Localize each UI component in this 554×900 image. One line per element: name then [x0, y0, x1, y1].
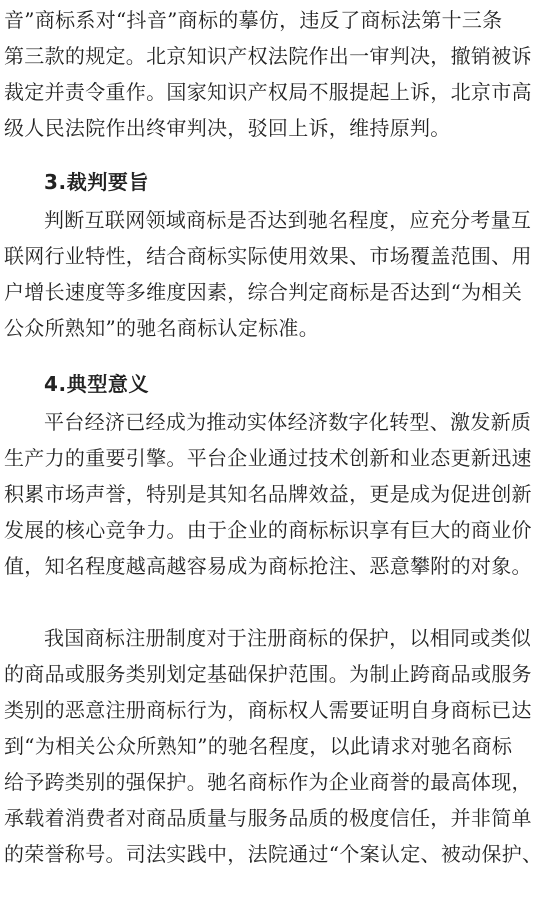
- text-line: 户增长速度等多维度因素，综合判定商标是否达到“为相关: [4, 280, 523, 304]
- text-line: 公众所熟知”的驰名商标认定标准。: [4, 316, 320, 340]
- text-line: 判断互联网领域商标是否达到驰名程度，应充分考量互: [44, 208, 532, 232]
- text-line: 发展的核心竞争力。由于企业的商标标识享有巨大的商业价: [4, 518, 532, 542]
- paragraph-trademark-protection: [4, 620, 550, 872]
- text-line: 我国商标注册制度对于注册商标的保护，以相同或类似: [44, 626, 532, 650]
- text-line: 裁定并责令重作。国家知识产权局不服提起上诉，北京市高: [4, 80, 532, 104]
- section-heading: 4.典型意义: [44, 372, 150, 396]
- text-line: 的商品或服务类别划定基础保护范围。为制止跨商品或服务: [4, 662, 532, 686]
- text-line: 音”商标系对“抖音”商标的摹仿，违反了商标法第十三条: [4, 8, 503, 32]
- text-line: 积累市场声誉，特别是其知名品牌效益，更是成为促进创新: [4, 482, 532, 506]
- text-line: 类别的恶意注册商标行为，商标权人需要证明自身商标已达: [4, 698, 532, 722]
- section-heading-typical-significance: [4, 366, 550, 402]
- text-line: 平台经济已经成为推动实体经济数字化转型、激发新质: [44, 410, 532, 434]
- section-heading: 3.裁判要旨: [44, 170, 150, 194]
- text-line: 承载着消费者对商品质量与服务品质的极度信任，并非简单: [4, 806, 532, 830]
- text-line: 的荣誉称号。司法实践中，法院通过“个案认定、被动保护、: [4, 842, 543, 866]
- paragraph-platform-economy: [4, 404, 550, 584]
- section-heading-ruling-gist: [4, 164, 550, 200]
- text-line: 级人民法院作出终审判决，驳回上诉，维持原判。: [4, 116, 451, 140]
- text-line: 值，知名程度越高越容易成为商标抢注、恶意攀附的对象。: [4, 554, 532, 578]
- text-line: 生产力的重要引擎。平台企业通过技术创新和业态更新迅速: [4, 446, 532, 470]
- text-line: 第三款的规定。北京知识产权法院作出一审判决，撤销被诉: [4, 44, 532, 68]
- text-line: 联网行业特性，结合商标实际使用效果、市场覆盖范围、用: [4, 244, 532, 268]
- text-line: 到“为相关公众所熟知”的驰名程度，以此请求对驰名商标: [4, 734, 513, 758]
- text-line: 给予跨类别的强保护。驰名商标作为企业商誉的最高体现，: [4, 770, 532, 794]
- paragraph-judgment-history: [4, 2, 550, 146]
- paragraph-ruling-gist: [4, 202, 550, 346]
